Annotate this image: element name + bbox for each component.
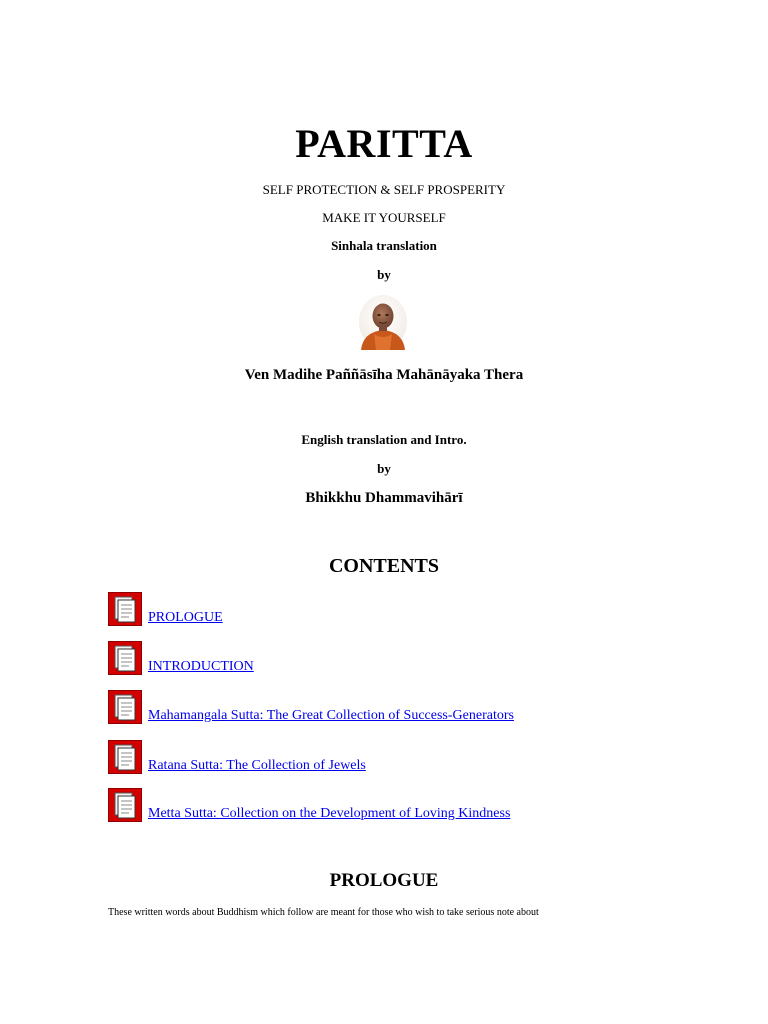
by-label-english: by [377, 461, 391, 476]
author-portrait-image [358, 294, 408, 350]
prologue-text: These written words about Buddhism which follow are meant for those who wish to take serious note about [108, 907, 539, 918]
english-translation-label: English translation and Intro. [301, 432, 467, 447]
author-sinhala-translation: Ven Madihe Paññāsīha Mahānāyaka Thera [244, 367, 524, 383]
toc-link-metta-sutta[interactable]: Metta Sutta: Collection on the Development of Loving Kindness [148, 806, 511, 821]
contents-heading: CONTENTS [328, 555, 440, 577]
toc-link-prologue[interactable]: PROLOGUE [148, 610, 223, 625]
toc-item-mahamangala-sutta[interactable] [108, 688, 514, 724]
toc-item-prologue[interactable] [108, 590, 223, 626]
toc-item-metta-sutta[interactable] [108, 786, 510, 822]
document-title: PARITTA [295, 121, 473, 166]
book-icon[interactable] [108, 690, 142, 724]
toc-item-introduction[interactable] [108, 639, 254, 675]
toc-link-introduction[interactable]: INTRODUCTION [148, 659, 254, 674]
author-english-translation: Bhikkhu Dhammavihārī [305, 490, 463, 506]
prologue-heading: PROLOGUE [329, 870, 439, 891]
toc-link-mahamangala-sutta[interactable]: Mahamangala Sutta: The Great Collection of Success-Generators [148, 708, 514, 723]
book-icon[interactable] [108, 592, 142, 626]
toc-link-ratana-sutta[interactable]: Ratana Sutta: The Collection of Jewels [148, 758, 366, 773]
book-icon[interactable] [108, 641, 142, 675]
toc-item-ratana-sutta[interactable] [108, 738, 366, 774]
subtitle-sinhala-translation: Sinhala translation [331, 238, 437, 253]
book-icon[interactable] [108, 788, 142, 822]
book-icon[interactable] [108, 740, 142, 774]
subtitle-make-it-yourself: MAKE IT YOURSELF [322, 210, 446, 225]
subtitle-self-protection: SELF PROTECTION & SELF PROSPERITY [262, 182, 506, 197]
by-label: by [377, 267, 391, 282]
